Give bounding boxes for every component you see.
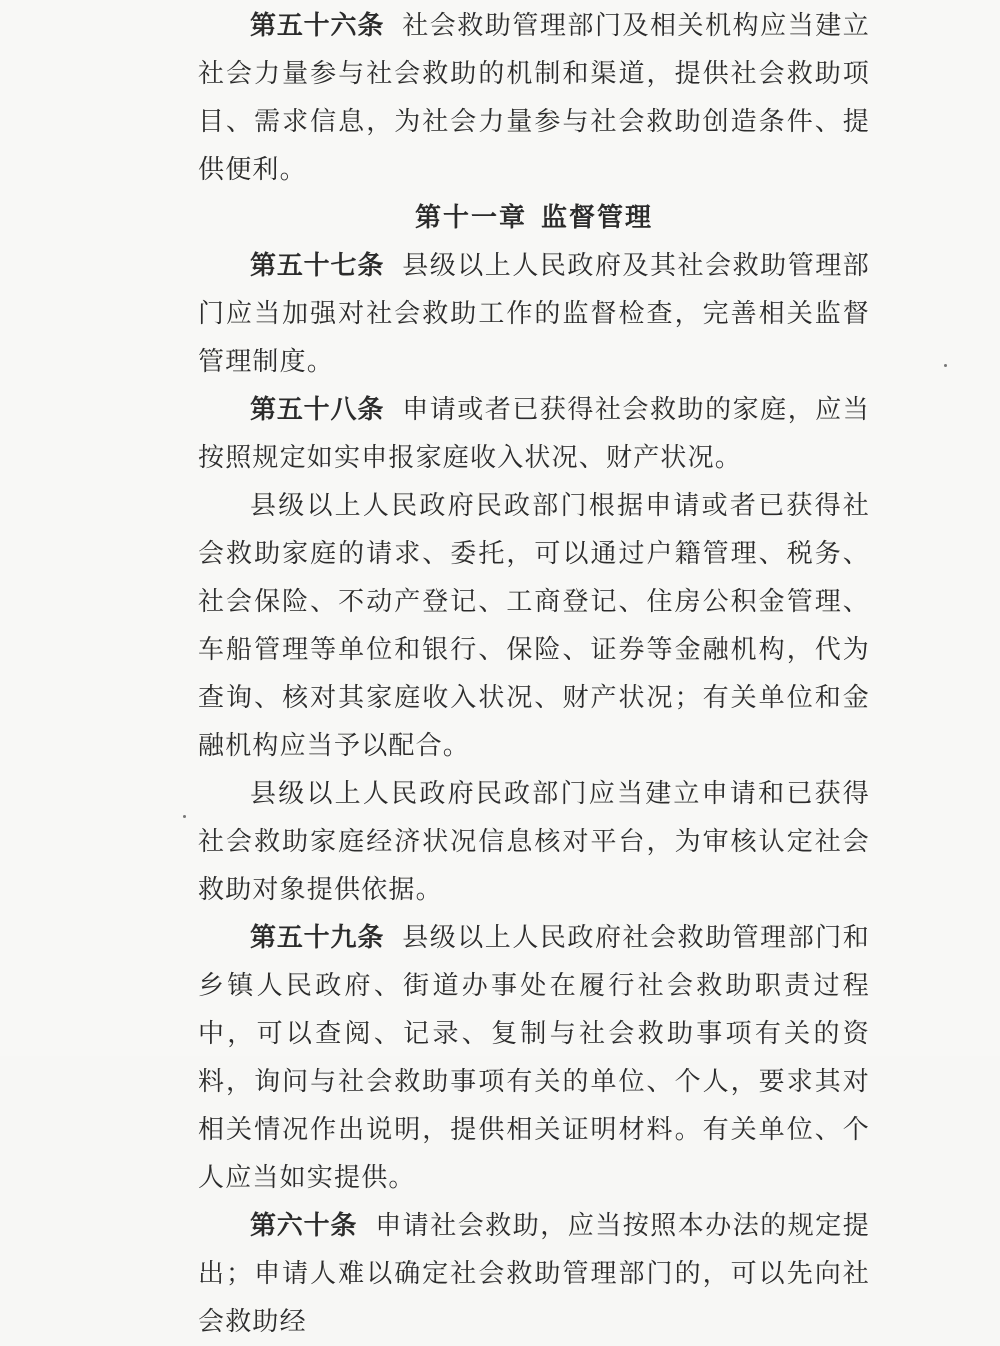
article-57-paragraph <box>198 242 870 386</box>
article-text: 县级以上人民政府社会救助管理部门和乡镇人民政府、街道办事处在履行社会救助职责过程中，可以查阅、记录、复制与社会救助事项有关的资料，询问与社会救助事项有关的单位、个人，要求其对相关情况作出说明，提供相关证明材料。有关单位、个人应当如实提供。 <box>198 923 870 1193</box>
chapter-heading <box>198 194 870 242</box>
article-number: 第六十条 <box>250 1211 358 1241</box>
article-text: 申请或者已获得社会救助的家庭，应当按照规定如实申报家庭收入状况、财产状况。 <box>198 395 870 473</box>
article-60-paragraph <box>198 1202 870 1346</box>
chapter-number: 第十一章 <box>414 203 527 233</box>
article-text: 申请社会救助，应当按照本办法的规定提出；申请人难以确定社会救助管理部门的，可以先向社会救助经 <box>198 1211 870 1337</box>
scan-speck <box>183 815 186 818</box>
article-58-paragraph <box>198 386 870 482</box>
article-number: 第五十九条 <box>250 923 385 953</box>
article-text: 社会救助管理部门及相关机构应当建立社会力量参与社会救助的机制和渠道，提供社会救助项目、需求信息，为社会力量参与社会救助创造条件、提供便利。 <box>198 11 870 185</box>
paragraph-text: 县级以上人民政府民政部门应当建立申请和已获得社会救助家庭经济状况信息核对平台，为审核认定社会救助对象提供依据。 <box>198 779 870 905</box>
article-number: 第五十六条 <box>250 11 385 41</box>
article-text: 县级以上人民政府及其社会救助管理部门应当加强对社会救助工作的监督检查，完善相关监督管理制度。 <box>198 251 870 377</box>
article-58-paragraph-3 <box>198 770 870 914</box>
scan-speck <box>944 364 947 367</box>
paragraph-text: 县级以上人民政府民政部门根据申请或者已获得社会救助家庭的请求、委托，可以通过户籍管理、税务、社会保险、不动产登记、工商登记、住房公积金管理、车船管理等单位和银行、保险、证券等金融机构，代为查询、核对其家庭收入状况、财产状况；有关单位和金融机构应当予以配合。 <box>198 491 870 761</box>
article-58-paragraph-2 <box>198 482 870 770</box>
article-number: 第五十八条 <box>250 395 385 425</box>
chapter-title: 监督管理 <box>541 203 654 233</box>
document-body <box>198 2 870 1346</box>
article-59-paragraph <box>198 914 870 1202</box>
article-56-paragraph <box>198 2 870 194</box>
article-number: 第五十七条 <box>250 251 385 281</box>
